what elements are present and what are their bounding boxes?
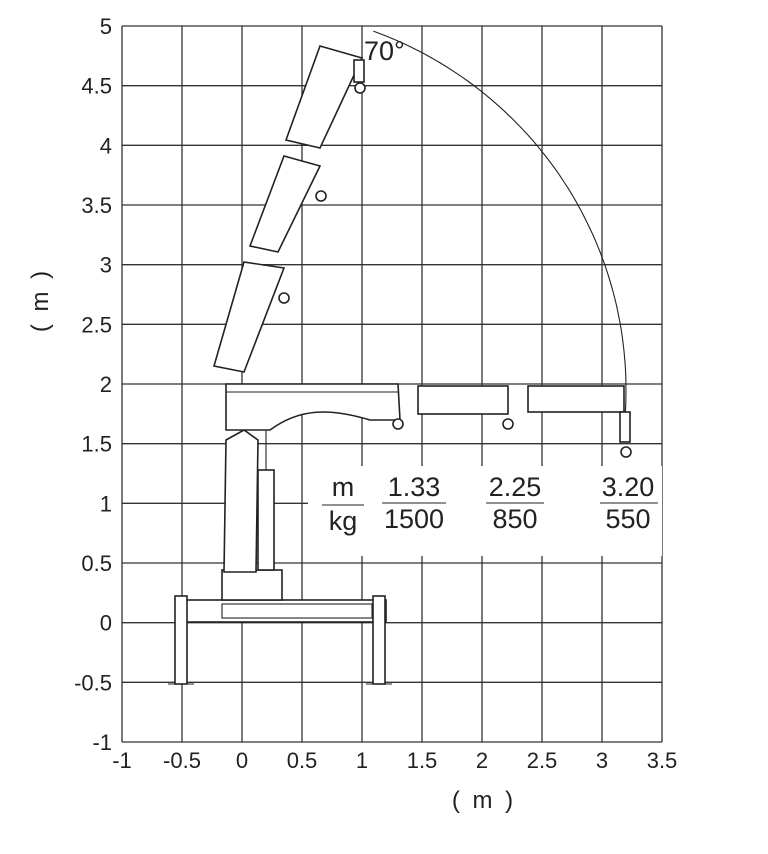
load-table bbox=[308, 466, 662, 556]
hook-3-block bbox=[620, 412, 630, 442]
y-tick-label: 2 bbox=[99, 372, 112, 397]
y-tick-label: 4.5 bbox=[81, 73, 112, 99]
y-tick-label: 3 bbox=[99, 252, 112, 278]
x-axis-ticks bbox=[112, 748, 677, 773]
load-table-capacity-2: 850 bbox=[492, 504, 538, 534]
column bbox=[224, 430, 258, 572]
load-table-capacity-3: 550 bbox=[605, 504, 651, 534]
y-tick-label: 4 bbox=[99, 133, 112, 159]
main-boom bbox=[226, 384, 400, 430]
base-frame bbox=[176, 600, 386, 622]
y-axis-ticks bbox=[74, 14, 112, 755]
x-tick-label: 3 bbox=[595, 748, 609, 773]
y-tick-label: 1 bbox=[99, 491, 112, 517]
outrigger-left bbox=[175, 596, 187, 684]
x-tick-label: 0 bbox=[235, 748, 249, 773]
x-tick-label: 0.5 bbox=[286, 748, 318, 773]
y-tick-label: 1.5 bbox=[81, 431, 112, 457]
raised-hook-high bbox=[355, 83, 365, 93]
hook-1 bbox=[393, 419, 403, 429]
y-tick-label: 3.5 bbox=[81, 193, 112, 218]
raised-boom-high bbox=[286, 46, 362, 148]
y-tick-label: 0 bbox=[99, 610, 112, 636]
y-tick-label: -0.5 bbox=[74, 670, 112, 696]
load-table-capacity-1: 1500 bbox=[383, 504, 445, 534]
load-table-row-label-m: m bbox=[331, 472, 355, 502]
hook-2 bbox=[503, 419, 513, 429]
x-tick-label: 1.5 bbox=[406, 748, 438, 773]
x-tick-label: 2 bbox=[475, 748, 489, 773]
x-tick-label: -0.5 bbox=[163, 748, 201, 773]
raised-hook-mid bbox=[316, 191, 326, 201]
x-tick-label: 3.5 bbox=[646, 748, 678, 773]
crane-illustration bbox=[168, 46, 631, 684]
extension-2 bbox=[528, 386, 624, 412]
hook-3 bbox=[621, 447, 631, 457]
y-tick-label: 5 bbox=[99, 14, 112, 39]
load-table-reach-2: 2.25 bbox=[488, 472, 542, 502]
raised-boom-mid bbox=[250, 156, 320, 252]
load-table-row-label-kg: kg bbox=[328, 506, 358, 536]
turret bbox=[222, 570, 282, 600]
x-tick-label: 1 bbox=[355, 748, 369, 773]
load-table-reach-1: 1.33 bbox=[387, 472, 441, 502]
extension-1 bbox=[418, 386, 508, 414]
lift-cylinder bbox=[258, 470, 274, 570]
raised-boom-low bbox=[214, 262, 284, 372]
boom-angle-label: 70° bbox=[364, 36, 405, 66]
raised-hook-low bbox=[279, 293, 289, 303]
load-table-reach-3: 3.20 bbox=[601, 472, 655, 502]
y-tick-label: 2.5 bbox=[81, 312, 112, 338]
y-tick-label: -1 bbox=[92, 730, 112, 755]
x-axis-label: ( m ) bbox=[451, 787, 517, 814]
x-tick-label: 2.5 bbox=[526, 748, 558, 773]
raised-hook-high-block bbox=[354, 60, 364, 82]
boom-reach-arc bbox=[373, 31, 626, 423]
x-tick-label: -1 bbox=[112, 748, 132, 773]
y-tick-label: 0.5 bbox=[81, 551, 112, 576]
outrigger-right bbox=[373, 596, 385, 684]
y-axis-label: ( m ) bbox=[27, 267, 54, 333]
